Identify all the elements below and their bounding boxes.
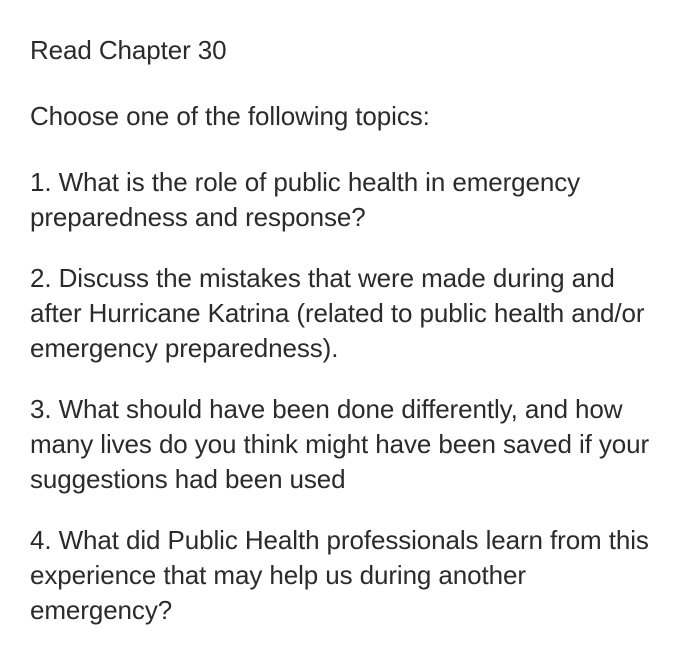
topic-item-2: 2. Discuss the mistakes that were made during and after Hurricane Katrina (related to public health and/or emergency preparedness). xyxy=(30,263,645,363)
topic-item-3: 3. What should have been done differently, and how many lives do you think might have been saved if your suggestions had been used xyxy=(30,394,650,494)
topic-item-1: 1. What is the role of public health in emergency preparedness and response? xyxy=(30,167,581,232)
topic-item-4: 4. What did Public Health professionals learn from this experience that may help us during another emergency? xyxy=(30,525,649,625)
assignment-heading: Read Chapter 30 xyxy=(30,35,227,65)
topic-instructions: Choose one of the following topics: xyxy=(30,101,430,131)
